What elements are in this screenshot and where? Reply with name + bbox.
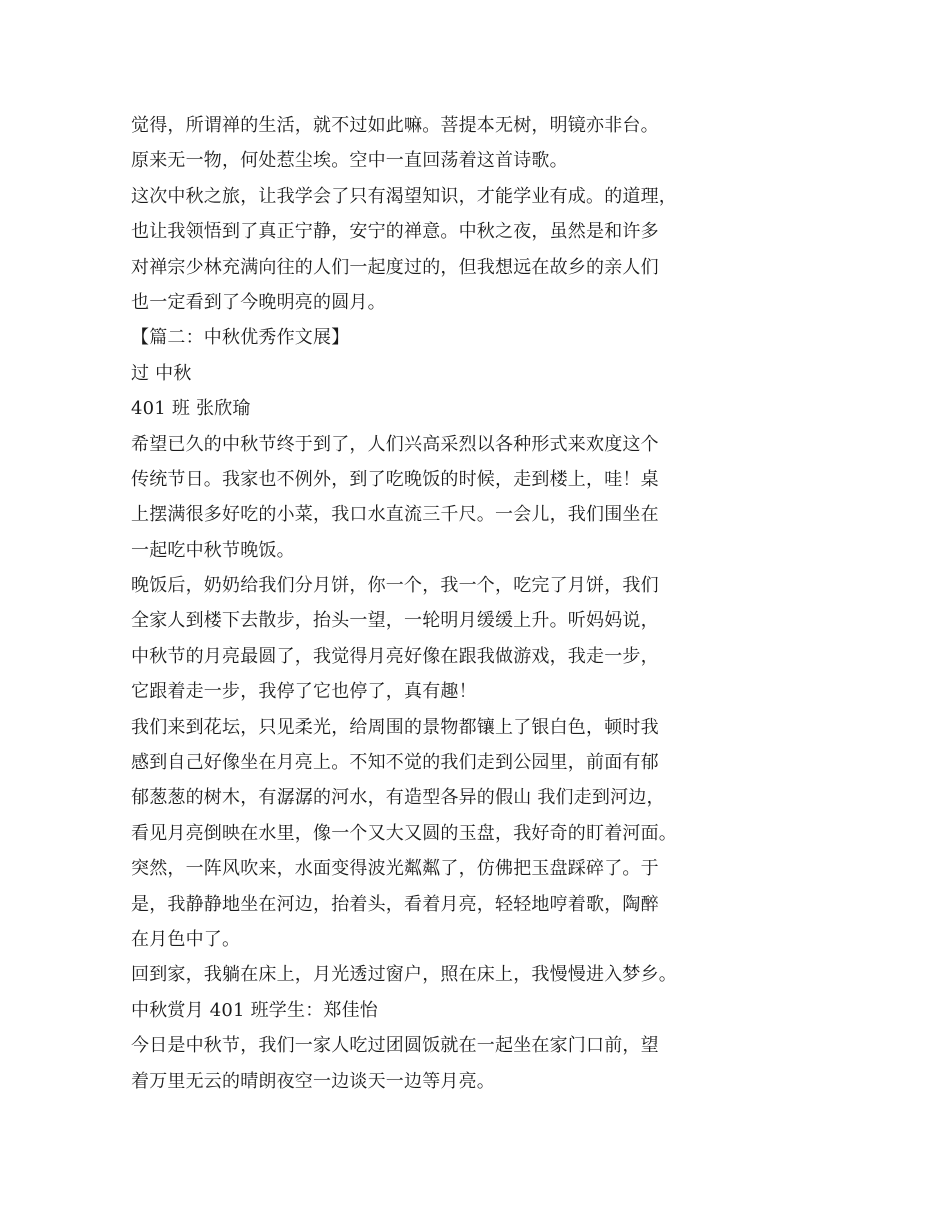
essay-title: 过 中秋: [131, 362, 192, 384]
text-line: 希望已久的中秋节终于到了，人们兴高采烈以各种形式来欢度这个: [131, 433, 659, 455]
text-line: 晚饭后，奶奶给我们分月饼，你一个，我一个，吃完了月饼，我们: [131, 575, 659, 597]
text-line: 觉得，所谓禅的生活，就不过如此嘛。菩提本无树，明镜亦非台。: [131, 115, 659, 136]
text-line: 也一定看到了今晚明亮的圆月。: [131, 291, 386, 313]
text-line: 传统节日。我家也不例外，到了吃晚饭的时候，走到楼上，哇！桌: [131, 468, 659, 490]
text-line: 突然，一阵风吹来，水面变得波光粼粼了，仿佛把玉盘踩碎了。于: [131, 858, 659, 880]
text-line: 它跟着走一步，我停了它也停了，真有趣！: [131, 681, 477, 703]
essay-title-author: 中秋赏月 401 班学生：郑佳怡: [131, 999, 378, 1021]
author-line: 401 班 张欣瑜: [131, 398, 251, 420]
text-line: 回到家，我躺在床上，月光透过窗户，照在床上，我慢慢进入梦乡。: [131, 964, 677, 986]
text-line: 全家人到楼下去散步，抬头一望，一轮明月缓缓上升。听妈妈说，: [131, 610, 659, 632]
text-line: 原来无一物，何处惹尘埃。空中一直回荡着这首诗歌。: [131, 150, 568, 172]
text-line: 上摆满很多好吃的小菜，我口水直流三千尺。一会儿，我们围坐在: [131, 504, 659, 526]
text-line: 着万里无云的晴朗夜空一边谈天一边等月亮。: [131, 1070, 495, 1092]
section-heading: 【篇二：中秋优秀作文展】: [131, 327, 350, 349]
text-line: 我们来到花坛，只见柔光，给周围的景物都镶上了银白色，顿时我: [131, 716, 659, 738]
text-line: 是，我静静地坐在河边，抬着头，看着月亮，轻轻地哼着歌，陶醉: [131, 893, 659, 915]
document-body: [131, 108, 691, 1099]
text-line: 在月色中了。: [131, 928, 241, 950]
text-line: 中秋节的月亮最圆了，我觉得月亮好像在跟我做游戏，我走一步，: [131, 645, 659, 667]
text-line: 感到自己好像坐在月亮上。不知不觉的我们走到公园里，前面有郁: [131, 752, 659, 774]
text-line: 对禅宗少林充满向往的人们一起度过的，但我想远在故乡的亲人们: [131, 256, 659, 278]
text-line: 也让我领悟到了真正宁静，安宁的禅意。中秋之夜，虽然是和许多: [131, 221, 659, 243]
text-line: 一起吃中秋节晚饭。: [131, 539, 295, 561]
text-line: 这次中秋之旅，让我学会了只有渴望知识，才能学业有成。的道理，: [131, 185, 677, 207]
text-line: 郁葱葱的树木，有潺潺的河水，有造型各异的假山 我们走到河边，: [131, 787, 665, 809]
text-line: 看见月亮倒映在水里，像一个又大又圆的玉盘，我好奇的盯着河面。: [131, 822, 677, 844]
text-line: 今日是中秋节，我们一家人吃过团圆饭就在一起坐在家门口前，望: [131, 1035, 659, 1057]
